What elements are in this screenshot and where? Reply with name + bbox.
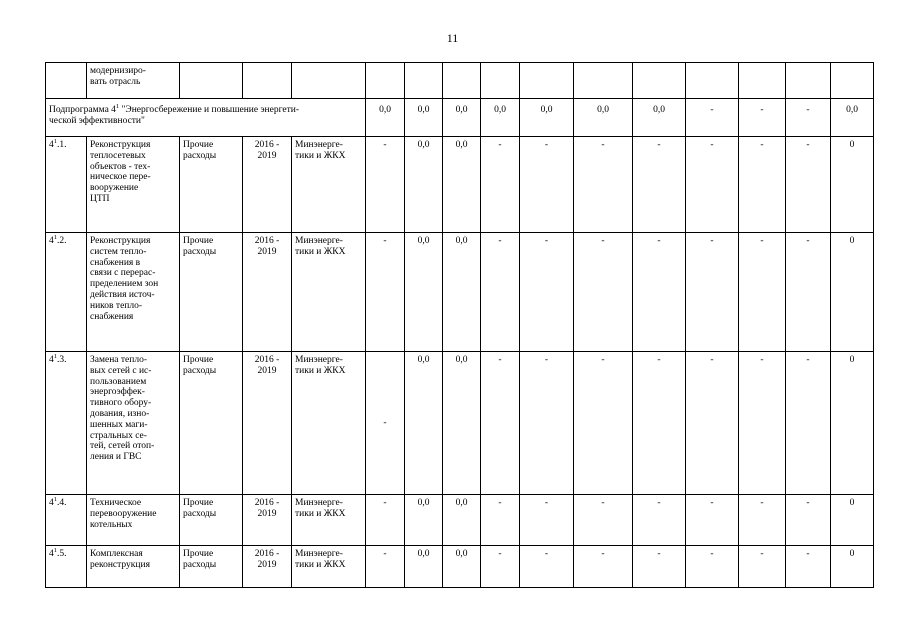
cell-value: - [520, 137, 574, 233]
cell-executor: Минэнерге- тики и ЖКХ [292, 137, 366, 233]
cell-value: - [574, 137, 633, 233]
subprogram-value: - [786, 99, 831, 137]
cell-source: Прочие расходы [180, 352, 243, 495]
cell-value: - [633, 495, 686, 546]
row-number-sup: 1 [53, 496, 57, 503]
cell-empty [443, 63, 481, 99]
cell-value: 0,0 [443, 546, 481, 588]
cell-empty [180, 63, 243, 99]
cell-number [46, 137, 87, 233]
cell-value: - [633, 233, 686, 352]
row-number-sup: 1 [53, 138, 57, 145]
row-number-sup: 1 [53, 234, 57, 241]
row-number-main: 4 [49, 236, 54, 246]
cell-source: Прочие расходы [180, 233, 243, 352]
cell-value: - [786, 233, 831, 352]
cell-value: - [739, 546, 786, 588]
cell-value: - [366, 546, 405, 588]
cell-source: Прочие расходы [180, 495, 243, 546]
cell-value: - [520, 352, 574, 495]
cell-empty [633, 63, 686, 99]
cell-name: Реконструкция теплосетевых объектов - тех- ническое пере- вооружение ЦТП [87, 137, 180, 233]
cell-number [46, 352, 87, 495]
cell-value: 0,0 [405, 352, 443, 495]
cell-value: - [366, 137, 405, 233]
cell-value: 0,0 [443, 495, 481, 546]
cell-value: 0,0 [405, 546, 443, 588]
row-number-sup: 1 [53, 547, 57, 554]
cell-empty [786, 63, 831, 99]
cell-empty [831, 63, 874, 99]
cell-empty [481, 63, 520, 99]
cell-value: - [786, 495, 831, 546]
row-number-tail: .3. [57, 355, 67, 365]
cell-source: Прочие расходы [180, 546, 243, 588]
cell-source: Прочие расходы [180, 137, 243, 233]
cell-value: - [686, 495, 739, 546]
cell-value: - [574, 233, 633, 352]
cell-empty [574, 63, 633, 99]
row-number-main: 4 [49, 140, 54, 150]
program-table [45, 62, 874, 588]
subprogram-value: 0,0 [574, 99, 633, 137]
cell-value: - [739, 137, 786, 233]
subprogram-value: 0,0 [633, 99, 686, 137]
subprogram-value: - [686, 99, 739, 137]
cell-value: - [574, 352, 633, 495]
subprogram-value: - [739, 99, 786, 137]
cell-empty [366, 63, 405, 99]
cell-empty [739, 63, 786, 99]
cell-value: - [739, 495, 786, 546]
cell-name: Техническое перевооружение котельных [87, 495, 180, 546]
cell-name: Комплексная реконструкция [87, 546, 180, 588]
subprogram-value: 0,0 [443, 99, 481, 137]
cell-value: - [366, 352, 405, 495]
cell-value: - [481, 352, 520, 495]
row-number-main: 4 [49, 549, 54, 559]
cell-empty [686, 63, 739, 99]
cell-value: - [739, 352, 786, 495]
cell-value: 0,0 [405, 233, 443, 352]
row-number-tail: .5. [57, 549, 67, 559]
cell-value: - [366, 233, 405, 352]
cell-value: - [574, 546, 633, 588]
cell-value: - [686, 352, 739, 495]
cell-value: - [739, 233, 786, 352]
cell-empty [243, 63, 292, 99]
cell-value: 0 [831, 352, 874, 495]
cell-empty [405, 63, 443, 99]
cell-number [46, 495, 87, 546]
row-number-tail: .4. [57, 498, 67, 508]
cell-value: 0 [831, 233, 874, 352]
cell-name: Реконструкция систем теплo- снабжения в связи с перерас- пределением зон действия источ- ников тепло- снабжения [87, 233, 180, 352]
cell-number [46, 546, 87, 588]
subprogram-value: 0,0 [366, 99, 405, 137]
table-row-subprogram [46, 99, 874, 137]
cell-value: 0,0 [443, 233, 481, 352]
cell-years: 2016 - 2019 [243, 233, 292, 352]
cell-executor: Минэнерге- тики и ЖКХ [292, 495, 366, 546]
cell-value: 0 [831, 137, 874, 233]
subprogram-value: 0,0 [405, 99, 443, 137]
cell-value: - [520, 233, 574, 352]
subprogram-value: 0,0 [831, 99, 874, 137]
subprogram-value: 0,0 [481, 99, 520, 137]
cell-value: - [481, 546, 520, 588]
subprogram-label-prefix: Подпрограмма 4 [49, 105, 116, 115]
subprogram-label-suffix: "Энергосбережение и повышение энергети- ческой эффективности" [49, 105, 299, 126]
table-row [46, 233, 874, 352]
subprogram-label [46, 99, 366, 137]
cell-value: 0,0 [405, 495, 443, 546]
cell-name: модернизиро- вать отрасль [87, 63, 180, 99]
cell-name: Замена тепло- вых сетей с ис- пользованием энергоэффек- тивного обору- дования, изно- шенных маги- стральных се- тей, сетей отоп- ления и ГВС [87, 352, 180, 495]
subprogram-label-sup: 1 [115, 103, 120, 110]
table-row [46, 495, 874, 546]
table-row [46, 546, 874, 588]
cell-value: 0,0 [405, 137, 443, 233]
table-row [46, 137, 874, 233]
cell-executor: Минэнерге- тики и ЖКХ [292, 546, 366, 588]
cell-executor: Минэнерге- тики и ЖКХ [292, 233, 366, 352]
cell-value: - [366, 495, 405, 546]
cell-value: - [633, 352, 686, 495]
cell-value: - [786, 352, 831, 495]
row-number-sup: 1 [53, 353, 57, 360]
cell-empty [520, 63, 574, 99]
cell-value: - [481, 137, 520, 233]
cell-value: - [633, 546, 686, 588]
table-row-continuation [46, 63, 874, 99]
cell-value: - [633, 137, 686, 233]
cell-value: - [574, 495, 633, 546]
cell-value: 0,0 [443, 352, 481, 495]
cell-empty [292, 63, 366, 99]
cell-years: 2016 - 2019 [243, 137, 292, 233]
row-number-tail: .2. [57, 236, 67, 246]
page-number: 11 [446, 31, 459, 45]
cell-value: - [520, 495, 574, 546]
cell-number [46, 233, 87, 352]
cell-value: - [520, 546, 574, 588]
cell-executor: Минэнерге- тики и ЖКХ [292, 352, 366, 495]
cell-value: - [786, 546, 831, 588]
row-number-main: 4 [49, 498, 54, 508]
cell-value: 0 [831, 495, 874, 546]
cell-years: 2016 - 2019 [243, 546, 292, 588]
cell-value: - [686, 233, 739, 352]
cell-value: - [481, 233, 520, 352]
subprogram-value: 0,0 [520, 99, 574, 137]
cell-years: 2016 - 2019 [243, 495, 292, 546]
cell-value: - [686, 137, 739, 233]
cell-value: 0,0 [443, 137, 481, 233]
row-number-main: 4 [49, 355, 54, 365]
cell-value: 0 [831, 546, 874, 588]
table-row [46, 352, 874, 495]
cell-value: - [686, 546, 739, 588]
row-number-tail: .1. [57, 140, 67, 150]
cell-value: - [481, 495, 520, 546]
cell-value: - [786, 137, 831, 233]
cell-years: 2016 - 2019 [243, 352, 292, 495]
cell-number [46, 63, 87, 99]
